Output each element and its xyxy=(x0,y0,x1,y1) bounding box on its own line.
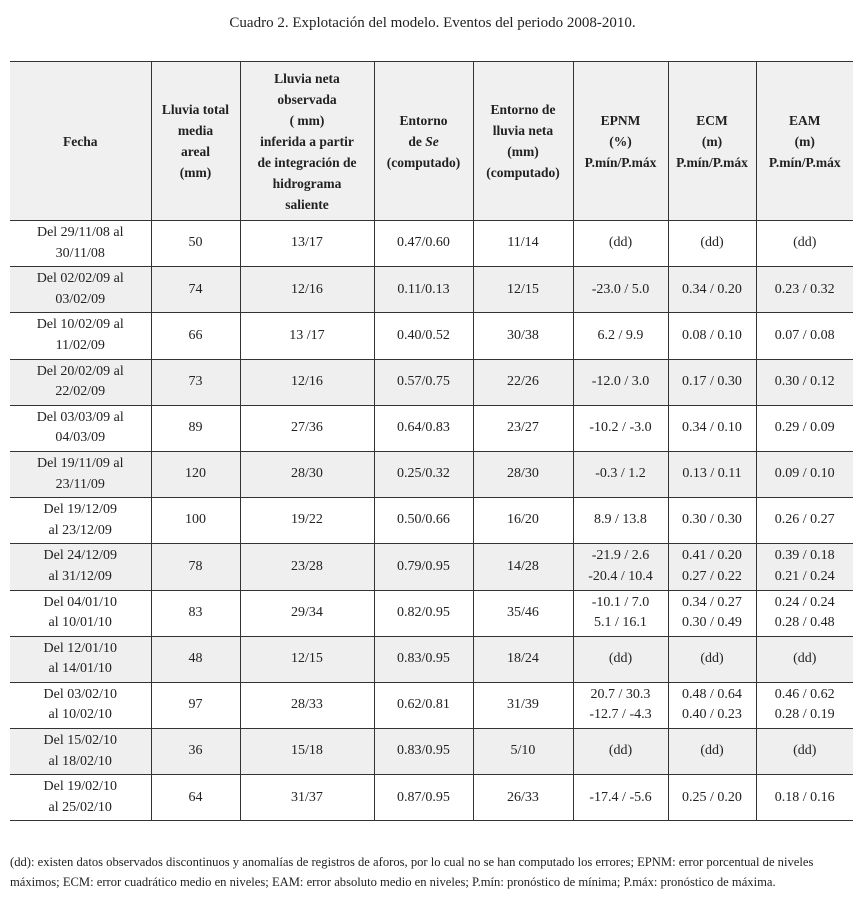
cell-line: -20.4 / 10.4 xyxy=(588,568,653,584)
cell-ecm xyxy=(668,636,756,682)
cell-line: al 14/01/10 xyxy=(48,661,112,677)
cell-lluvia-neta: 29/34 xyxy=(240,590,374,636)
cell-ecm xyxy=(668,313,756,359)
cell-entorno-se: 0.25/0.32 xyxy=(374,451,473,497)
header-line: (m) xyxy=(794,133,815,149)
cell-entorno-se: 0.47/0.60 xyxy=(374,221,473,267)
cell-entorno-lluvia: 28/30 xyxy=(473,451,573,497)
header-line: lluvia neta xyxy=(492,123,554,138)
header-entorno-se xyxy=(374,62,473,221)
cell-lluvia-neta: 27/36 xyxy=(240,405,374,451)
table-row xyxy=(10,451,853,497)
header-lluvia-total xyxy=(151,62,240,221)
cell-line: 6.2 / 9.9 xyxy=(597,327,644,343)
cell-fecha xyxy=(10,544,151,590)
cell-epnm xyxy=(573,682,668,728)
cell-eam xyxy=(756,636,853,682)
table-row xyxy=(10,267,853,313)
cell-line: -21.9 / 2.6 xyxy=(591,548,650,564)
cell-lluvia-neta: 28/33 xyxy=(240,682,374,728)
cell-line: 0.18 / 0.16 xyxy=(774,789,835,805)
cell-epnm xyxy=(573,544,668,590)
cell-lluvia-neta: 28/30 xyxy=(240,451,374,497)
cell-line: al 25/02/10 xyxy=(48,799,112,815)
cell-entorno-se: 0.40/0.52 xyxy=(374,313,473,359)
cell-entorno-lluvia: 18/24 xyxy=(473,636,573,682)
cell-line: 0.39 / 0.18 xyxy=(774,548,835,564)
cell-epnm xyxy=(573,729,668,775)
cell-eam xyxy=(756,221,853,267)
header-line: Entorno de xyxy=(490,102,556,117)
header-line: Lluvia neta xyxy=(274,70,340,86)
cell-line: 0.17 / 0.30 xyxy=(682,373,742,389)
header-entorno-lluvia xyxy=(473,62,573,221)
cell-ecm xyxy=(668,359,756,405)
table-row xyxy=(10,498,853,544)
header-line: de integración de xyxy=(257,154,357,170)
header-line: inferida a partir xyxy=(260,133,354,149)
cell-ecm xyxy=(668,221,756,267)
cell-lluvia-neta: 13 /17 xyxy=(240,313,374,359)
cell-lluvia-total: 48 xyxy=(151,636,240,682)
cell-line: Del 03/03/09 al xyxy=(36,409,124,425)
cell-line: 0.40 / 0.23 xyxy=(682,707,742,723)
header-line: EAM xyxy=(789,112,821,128)
cell-fecha xyxy=(10,590,151,636)
table-body xyxy=(10,221,853,821)
cell-ecm xyxy=(668,775,756,821)
cell-line: 0.30 / 0.49 xyxy=(682,615,742,631)
cell-line: 0.34 / 0.10 xyxy=(682,420,742,436)
table-row xyxy=(10,775,853,821)
cell-line: (dd) xyxy=(793,743,817,759)
cell-ecm xyxy=(668,682,756,728)
header-line: (m) xyxy=(701,133,723,149)
cell-ecm xyxy=(668,451,756,497)
table-row xyxy=(10,313,853,359)
header-line: P.mín/P.máx xyxy=(768,154,841,170)
cell-line: Del 12/01/10 xyxy=(43,640,117,656)
table-row xyxy=(10,729,853,775)
cell-lluvia-total: 78 xyxy=(151,544,240,590)
cell-line: 0.48 / 0.64 xyxy=(682,686,742,702)
cell-line: Del 03/02/10 xyxy=(43,686,117,702)
cell-line: 30/11/08 xyxy=(55,245,105,261)
cell-lluvia-total: 83 xyxy=(151,590,240,636)
header-line: EPNM xyxy=(600,112,641,128)
cell-line: 0.30 / 0.12 xyxy=(774,373,835,389)
cell-epnm xyxy=(573,775,668,821)
header-line: ECM xyxy=(696,112,728,128)
cell-line: Del 24/12/09 xyxy=(43,548,117,564)
cell-line: 0.28 / 0.48 xyxy=(774,615,835,631)
cell-ecm xyxy=(668,405,756,451)
cell-line: -12.7 / -4.3 xyxy=(589,707,652,723)
cell-line: 0.25 / 0.20 xyxy=(682,789,742,805)
cell-line: (dd) xyxy=(700,651,724,667)
cell-line: 0.23 / 0.32 xyxy=(774,281,835,297)
cell-fecha xyxy=(10,451,151,497)
cell-lluvia-neta: 23/28 xyxy=(240,544,374,590)
header-lluvia-neta xyxy=(240,62,374,221)
header-eam xyxy=(756,62,853,221)
cell-epnm xyxy=(573,267,668,313)
cell-line: Del 10/02/09 al xyxy=(36,317,124,333)
cell-entorno-se: 0.87/0.95 xyxy=(374,775,473,821)
cell-line: 0.26 / 0.27 xyxy=(774,512,835,528)
cell-line: (dd) xyxy=(793,235,817,251)
header-line: (mm) xyxy=(179,165,212,180)
cell-entorno-lluvia: 35/46 xyxy=(473,590,573,636)
cell-line: (dd) xyxy=(700,743,724,759)
cell-entorno-lluvia: 31/39 xyxy=(473,682,573,728)
cell-entorno-se: 0.64/0.83 xyxy=(374,405,473,451)
cell-lluvia-total: 64 xyxy=(151,775,240,821)
cell-line: (dd) xyxy=(608,743,633,759)
table-row xyxy=(10,590,853,636)
header-line: media xyxy=(177,123,214,138)
header-line: ( mm) xyxy=(289,112,325,128)
header-line: P.mín/P.máx xyxy=(676,154,748,170)
cell-line: 23/11/09 xyxy=(55,476,105,492)
table-row xyxy=(10,636,853,682)
cell-fecha xyxy=(10,221,151,267)
cell-eam xyxy=(756,775,853,821)
cell-line: 0.21 / 0.24 xyxy=(774,568,835,584)
cell-line: al 23/12/09 xyxy=(48,522,112,538)
cell-entorno-se: 0.11/0.13 xyxy=(374,267,473,313)
cell-eam xyxy=(756,267,853,313)
cell-line: Del 15/02/10 xyxy=(43,733,117,749)
cell-lluvia-total: 50 xyxy=(151,221,240,267)
header-line: P.mín/P.máx xyxy=(584,154,657,170)
cell-line: -0.3 / 1.2 xyxy=(595,466,646,482)
cell-line: 0.46 / 0.62 xyxy=(774,686,835,702)
se-symbol: Se xyxy=(425,133,439,149)
cell-ecm xyxy=(668,729,756,775)
cell-line: Del 20/02/09 al xyxy=(36,363,124,379)
cell-eam xyxy=(756,498,853,544)
cell-line: -23.0 / 5.0 xyxy=(591,281,650,297)
cell-line: al 10/01/10 xyxy=(48,615,112,631)
cell-ecm xyxy=(668,498,756,544)
cell-line: -10.2 / -3.0 xyxy=(589,420,652,436)
results-table xyxy=(10,61,853,821)
cell-line: 03/02/09 xyxy=(55,291,106,307)
cell-lluvia-total: 66 xyxy=(151,313,240,359)
cell-line: 0.34 / 0.27 xyxy=(682,594,742,610)
cell-line: 11/02/09 xyxy=(55,337,105,353)
cell-entorno-lluvia: 26/33 xyxy=(473,775,573,821)
cell-lluvia-total: 36 xyxy=(151,729,240,775)
cell-entorno-se: 0.62/0.81 xyxy=(374,682,473,728)
cell-lluvia-neta: 13/17 xyxy=(240,221,374,267)
cell-line: 0.29 / 0.09 xyxy=(774,420,835,436)
cell-fecha xyxy=(10,313,151,359)
cell-line: Del 19/02/10 xyxy=(43,779,117,795)
cell-line: -10.1 / 7.0 xyxy=(591,594,650,610)
cell-eam xyxy=(756,729,853,775)
header-line: (computado) xyxy=(486,165,560,180)
cell-eam xyxy=(756,359,853,405)
cell-lluvia-neta: 12/16 xyxy=(240,359,374,405)
header-line: Entorno xyxy=(399,112,448,128)
cell-line: -17.4 / -5.6 xyxy=(589,789,652,805)
cell-eam xyxy=(756,405,853,451)
cell-entorno-lluvia: 30/38 xyxy=(473,313,573,359)
cell-line: 0.07 / 0.08 xyxy=(774,327,835,343)
cell-entorno-lluvia: 5/10 xyxy=(473,729,573,775)
cell-epnm xyxy=(573,451,668,497)
header-line: saliente xyxy=(285,196,329,212)
cell-entorno-lluvia: 22/26 xyxy=(473,359,573,405)
cell-line: 0.13 / 0.11 xyxy=(682,466,742,482)
cell-line: 20.7 / 30.3 xyxy=(590,686,651,702)
cell-line: 0.28 / 0.19 xyxy=(774,707,835,723)
cell-epnm xyxy=(573,636,668,682)
header-line: observada xyxy=(277,91,337,107)
cell-line: 0.08 / 0.10 xyxy=(682,327,742,343)
cell-fecha xyxy=(10,729,151,775)
header-line: de Se xyxy=(408,133,439,149)
cell-lluvia-total: 100 xyxy=(151,498,240,544)
cell-line: 22/02/09 xyxy=(55,384,106,400)
header-line: Fecha xyxy=(63,133,98,149)
cell-line: Del 04/01/10 xyxy=(43,594,117,610)
cell-lluvia-total: 97 xyxy=(151,682,240,728)
cell-line: 0.41 / 0.20 xyxy=(682,548,742,564)
cell-fecha xyxy=(10,405,151,451)
cell-fecha xyxy=(10,636,151,682)
header-line: areal xyxy=(181,144,210,159)
cell-entorno-se: 0.79/0.95 xyxy=(374,544,473,590)
cell-epnm xyxy=(573,313,668,359)
header-row xyxy=(10,62,853,221)
cell-line: 8.9 / 13.8 xyxy=(594,512,647,528)
table-row xyxy=(10,359,853,405)
cell-line: 5.1 / 16.1 xyxy=(594,615,647,631)
cell-line: -12.0 / 3.0 xyxy=(591,373,650,389)
cell-epnm xyxy=(573,359,668,405)
cell-lluvia-neta: 12/15 xyxy=(240,636,374,682)
header-fecha xyxy=(10,62,151,221)
header-line: (%) xyxy=(609,133,632,149)
cell-entorno-se: 0.57/0.75 xyxy=(374,359,473,405)
cell-fecha xyxy=(10,682,151,728)
cell-lluvia-neta: 19/22 xyxy=(240,498,374,544)
header-ecm xyxy=(668,62,756,221)
cell-entorno-se: 0.83/0.95 xyxy=(374,636,473,682)
cell-line: 04/03/09 xyxy=(55,430,106,446)
header-line: (computado) xyxy=(386,154,461,170)
cell-line: 0.34 / 0.20 xyxy=(682,281,742,297)
header-epnm xyxy=(573,62,668,221)
cell-entorno-lluvia: 14/28 xyxy=(473,544,573,590)
header-line: (mm) xyxy=(507,144,539,159)
cell-eam xyxy=(756,590,853,636)
cell-entorno-lluvia: 23/27 xyxy=(473,405,573,451)
cell-lluvia-total: 73 xyxy=(151,359,240,405)
cell-line: Del 19/11/09 al xyxy=(36,456,124,472)
cell-entorno-lluvia: 16/20 xyxy=(473,498,573,544)
header-line: Lluvia total xyxy=(161,102,230,117)
header-line: hidrograma xyxy=(272,175,342,191)
cell-ecm xyxy=(668,267,756,313)
cell-line: al 31/12/09 xyxy=(48,568,112,584)
cell-entorno-lluvia: 12/15 xyxy=(473,267,573,313)
cell-line: 0.24 / 0.24 xyxy=(774,594,835,610)
cell-line: (dd) xyxy=(793,651,817,667)
cell-eam xyxy=(756,544,853,590)
cell-eam xyxy=(756,451,853,497)
cell-epnm xyxy=(573,405,668,451)
cell-line: 0.30 / 0.30 xyxy=(682,512,742,528)
cell-lluvia-total: 89 xyxy=(151,405,240,451)
cell-line: 0.27 / 0.22 xyxy=(682,568,742,584)
cell-lluvia-neta: 15/18 xyxy=(240,729,374,775)
table-footnote: (dd): existen datos observados discontinuos y anomalías de registros de aforos, por lo cual no se han computado los errores; EPNM: error porcentual de niveles máximos; ECM: error cuadrático medio en niveles; EAM: error absoluto medio en niveles; P.mín: pronóstico de mínima; P.máx: pronóstico de máxima. xyxy=(10,855,814,889)
cell-lluvia-neta: 12/16 xyxy=(240,267,374,313)
cell-line: al 18/02/10 xyxy=(48,753,112,769)
cell-epnm xyxy=(573,498,668,544)
cell-fecha xyxy=(10,775,151,821)
cell-entorno-lluvia: 11/14 xyxy=(473,221,573,267)
cell-eam xyxy=(756,682,853,728)
cell-entorno-se: 0.50/0.66 xyxy=(374,498,473,544)
cell-entorno-se: 0.83/0.95 xyxy=(374,729,473,775)
cell-line: (dd) xyxy=(608,235,633,251)
cell-line: al 10/02/10 xyxy=(48,707,112,723)
cell-line: 0.09 / 0.10 xyxy=(774,466,835,482)
table-row xyxy=(10,682,853,728)
cell-lluvia-neta: 31/37 xyxy=(240,775,374,821)
cell-entorno-se: 0.82/0.95 xyxy=(374,590,473,636)
table-row xyxy=(10,405,853,451)
cell-line: (dd) xyxy=(700,235,724,251)
cell-ecm xyxy=(668,590,756,636)
cell-fecha xyxy=(10,267,151,313)
cell-fecha xyxy=(10,498,151,544)
cell-line: Del 29/11/08 al xyxy=(36,225,124,241)
cell-line: (dd) xyxy=(608,651,633,667)
table-caption: Cuadro 2. Explotación del modelo. Eventos del periodo 2008-2010. xyxy=(229,15,636,31)
cell-epnm xyxy=(573,221,668,267)
table-row xyxy=(10,544,853,590)
cell-fecha xyxy=(10,359,151,405)
cell-ecm xyxy=(668,544,756,590)
cell-lluvia-total: 74 xyxy=(151,267,240,313)
cell-line: Del 19/12/09 xyxy=(43,502,117,518)
table-row xyxy=(10,221,853,267)
cell-eam xyxy=(756,313,853,359)
cell-lluvia-total: 120 xyxy=(151,451,240,497)
cell-epnm xyxy=(573,590,668,636)
cell-line: Del 02/02/09 al xyxy=(36,271,124,287)
